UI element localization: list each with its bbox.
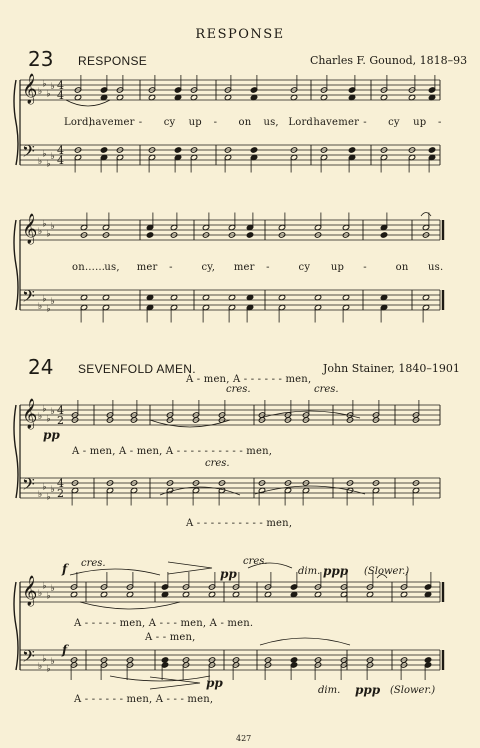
hymn-title: RESPONSE bbox=[78, 54, 148, 68]
page-number: 427 bbox=[236, 734, 252, 743]
lyric-syllable: us. bbox=[428, 262, 444, 273]
flat-sign: ♭ bbox=[42, 149, 47, 160]
dynamic-marking: (Slower.) bbox=[364, 566, 410, 577]
lyric-syllable: have bbox=[313, 117, 339, 128]
flat-sign: ♭ bbox=[38, 157, 43, 167]
flat-sign: ♭ bbox=[46, 304, 51, 315]
lyric-syllable: on bbox=[395, 262, 409, 273]
lyrics-line: A - - men, bbox=[145, 632, 196, 643]
time-signature: 4 bbox=[57, 79, 64, 92]
dynamic-marking: pp bbox=[220, 567, 237, 581]
bass-clef: 𝄢 bbox=[22, 286, 35, 310]
lyric-syllable: have bbox=[88, 117, 114, 128]
flat-sign: ♭ bbox=[42, 581, 47, 592]
hymn-title: SEVENFOLD AMEN. bbox=[78, 362, 196, 376]
flat-sign: ♭ bbox=[42, 482, 47, 493]
lyric-syllable: us, bbox=[263, 117, 279, 128]
dynamic-marking: pp bbox=[206, 676, 223, 690]
flat-sign: ♭ bbox=[50, 222, 55, 232]
lyric-syllable: mer bbox=[113, 117, 135, 128]
dynamic-marking: cres. bbox=[81, 558, 106, 569]
staff-lines bbox=[20, 80, 440, 670]
notehead bbox=[246, 232, 253, 238]
flat-sign: ♭ bbox=[50, 152, 55, 162]
flat-sign: ♭ bbox=[42, 294, 47, 305]
dynamic-marking: cres. bbox=[226, 384, 251, 395]
flat-sign: ♭ bbox=[38, 87, 43, 97]
flat-sign: ♭ bbox=[46, 591, 51, 602]
time-signature: 2 bbox=[57, 487, 64, 500]
dynamic-marking: f bbox=[62, 643, 68, 657]
flat-sign: ♭ bbox=[38, 589, 43, 599]
lyric-syllable: Lord bbox=[288, 117, 314, 128]
lyric-syllable: us, bbox=[104, 262, 120, 273]
flat-sign: ♭ bbox=[50, 657, 55, 667]
page-header: RESPONSE bbox=[195, 27, 285, 42]
treble-clef: 𝄞 bbox=[22, 399, 38, 429]
dynamic-marking: ppp bbox=[355, 683, 381, 697]
flat-sign: ♭ bbox=[38, 490, 43, 500]
lyric-syllable: mer bbox=[338, 117, 360, 128]
dynamic-marking: ppp bbox=[323, 564, 349, 578]
flat-sign: ♭ bbox=[42, 79, 47, 90]
treble-clef: 𝄞 bbox=[22, 576, 38, 606]
slur bbox=[70, 569, 160, 575]
bass-clef: 𝄢 bbox=[22, 474, 35, 498]
fermata bbox=[421, 213, 431, 217]
hymn-number: 24 bbox=[28, 355, 54, 379]
time-signature: 4 bbox=[57, 89, 64, 102]
slur bbox=[260, 638, 350, 645]
dynamic-marking: dim. bbox=[318, 685, 341, 696]
brace bbox=[14, 220, 18, 310]
flat-sign: ♭ bbox=[50, 82, 55, 92]
lyric-syllable: - bbox=[213, 117, 218, 128]
slur bbox=[150, 420, 230, 427]
lyric-syllable: cy, bbox=[201, 262, 216, 273]
hymn-number: 23 bbox=[28, 47, 54, 71]
lyric-syllable: up bbox=[413, 117, 427, 128]
lyric-syllable: - bbox=[438, 117, 442, 128]
treble-clef: 𝄞 bbox=[22, 214, 38, 244]
flat-sign: ♭ bbox=[46, 89, 51, 100]
dynamic-marking: dim. bbox=[298, 566, 321, 577]
lyrics-line: A - - - - - - - - - - men, bbox=[186, 518, 293, 529]
lyric-syllable: cy bbox=[298, 262, 311, 273]
flat-sign: ♭ bbox=[38, 302, 43, 312]
composer-credit: Charles F. Gounod, 1818–93 bbox=[310, 54, 468, 67]
lyrics-line: A - men, A - men, A - - - - - - - - - - men, bbox=[72, 446, 273, 457]
brace bbox=[14, 405, 18, 498]
slur bbox=[80, 602, 180, 609]
lyric-syllable: - bbox=[138, 117, 143, 128]
lyric-syllable: on bbox=[238, 117, 252, 128]
notehead bbox=[428, 147, 435, 153]
dynamic-marking: cres. bbox=[314, 384, 339, 395]
bass-clef: 𝄢 bbox=[22, 141, 35, 165]
slur bbox=[260, 411, 360, 418]
brace bbox=[14, 582, 18, 670]
notehead bbox=[146, 232, 153, 238]
notehead bbox=[100, 147, 107, 153]
time-signature: 4 bbox=[57, 404, 64, 417]
lyric-syllable: - bbox=[169, 262, 173, 273]
lyric-syllable: cy bbox=[163, 117, 176, 128]
time-signature: 4 bbox=[57, 477, 64, 490]
brace bbox=[14, 80, 18, 165]
lyric-syllable: - bbox=[266, 262, 270, 273]
lyric-syllable: mer bbox=[136, 262, 158, 273]
time-signature: 4 bbox=[57, 144, 64, 157]
dynamic-marking: pp bbox=[43, 428, 60, 442]
time-signature: 4 bbox=[57, 154, 64, 167]
lyrics-line: A - - - - - men, A - - - men, A - men. bbox=[74, 618, 254, 629]
flat-sign: ♭ bbox=[42, 404, 47, 415]
lyric-syllable: - bbox=[363, 262, 367, 273]
flat-sign: ♭ bbox=[46, 159, 51, 170]
bass-clef: 𝄢 bbox=[22, 646, 35, 670]
flat-sign: ♭ bbox=[42, 219, 47, 230]
lyrics-line: A - men, A - - - - - - men, bbox=[186, 374, 312, 385]
lyric-syllable: mer bbox=[233, 262, 255, 273]
lyric-syllable: cy bbox=[388, 117, 400, 128]
flat-sign: ♭ bbox=[50, 407, 55, 417]
lyric-syllable: up bbox=[330, 262, 345, 273]
time-signature: 2 bbox=[57, 414, 64, 427]
dynamic-marking: cres. bbox=[243, 556, 268, 567]
flat-sign: ♭ bbox=[46, 414, 51, 425]
flat-sign: ♭ bbox=[38, 227, 43, 237]
flat-sign: ♭ bbox=[46, 492, 51, 503]
flat-sign: ♭ bbox=[38, 412, 43, 422]
composer-credit: John Stainer, 1840–1901 bbox=[323, 362, 460, 375]
clefs-and-signatures bbox=[22, 73, 64, 675]
flat-sign: ♭ bbox=[50, 584, 55, 594]
fermata bbox=[377, 575, 387, 579]
dynamic-marking: (Slower.) bbox=[390, 685, 436, 696]
flat-sign: ♭ bbox=[38, 662, 43, 672]
flat-sign: ♭ bbox=[50, 297, 55, 307]
hairpin bbox=[168, 562, 212, 574]
lyrics-line: A - - - - - - men, A - - - men, bbox=[74, 694, 214, 705]
notehead bbox=[348, 147, 355, 153]
flat-sign: ♭ bbox=[46, 229, 51, 240]
slur bbox=[248, 563, 292, 568]
dynamic-marking: f bbox=[62, 562, 68, 576]
notes bbox=[70, 75, 435, 680]
flat-sign: ♭ bbox=[46, 664, 51, 675]
treble-clef: 𝄞 bbox=[22, 74, 38, 104]
notehead bbox=[380, 232, 387, 238]
lyric-syllable: - bbox=[363, 117, 367, 128]
notehead bbox=[174, 147, 181, 153]
dynamic-marking: cres. bbox=[205, 458, 230, 469]
barlines bbox=[14, 80, 443, 670]
lyric-syllable: on…… bbox=[72, 262, 106, 273]
slurs bbox=[66, 100, 431, 689]
slur bbox=[66, 100, 110, 106]
notehead bbox=[250, 147, 257, 153]
flat-sign: ♭ bbox=[42, 654, 47, 665]
lyric-syllable: up bbox=[188, 117, 202, 128]
flat-sign: ♭ bbox=[50, 485, 55, 495]
lyric-syllable: Lord, bbox=[64, 117, 93, 128]
